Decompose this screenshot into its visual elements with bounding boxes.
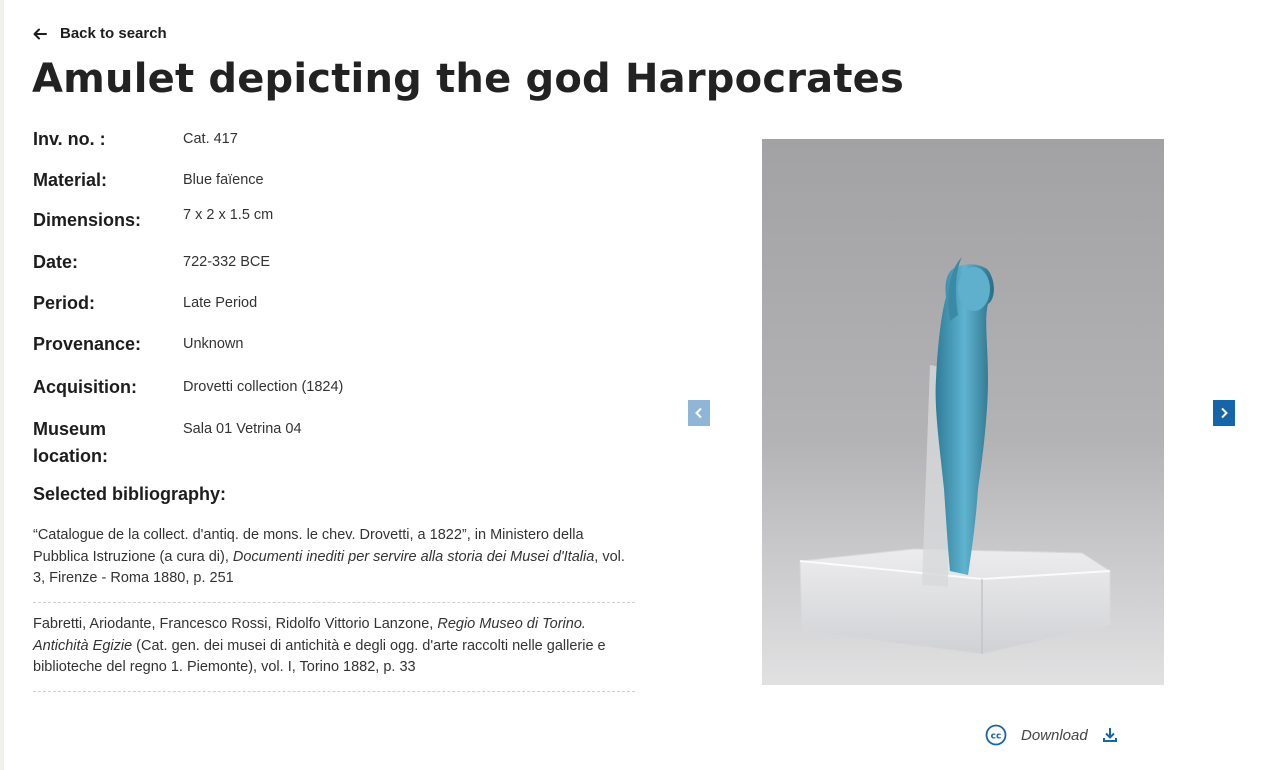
detail-value: Unknown	[183, 336, 244, 352]
detail-value: Blue faïence	[183, 172, 264, 188]
bibliography-title-italic: Regio Museo di Torino. Antichità Egizie	[33, 616, 586, 654]
left-edge-strip	[0, 0, 4, 770]
detail-key: Inv. no. :	[33, 129, 106, 149]
detail-key: Acquisition:	[33, 377, 137, 397]
download-row	[985, 724, 1118, 746]
detail-value: 722-332 BCE	[183, 254, 271, 270]
page-title: Amulet depicting the god Harpocrates	[32, 56, 905, 102]
detail-row-provenance	[33, 331, 643, 358]
detail-value: Sala 01 Vetrina 04	[183, 421, 302, 437]
bibliography-title-italic: Documenti inediti per servire alla storia dei Musei d'Italia	[232, 548, 595, 565]
detail-key: Museum location:	[33, 419, 108, 466]
detail-value: Cat. 417	[183, 131, 238, 147]
arrow-left-icon	[32, 26, 48, 42]
carousel-next-button[interactable]	[1213, 400, 1235, 426]
bibliography-item	[33, 614, 635, 692]
carousel-prev-button[interactable]	[688, 400, 710, 426]
detail-value: Late Period	[183, 295, 258, 311]
bibliography-text: “Catalogue de la collect. d'antiq. de mons. le chev. Drovetti, a 1822”, in Ministero della Pubblica Istruzione (a cura di),	[33, 527, 584, 565]
bibliography-text: (Cat. gen. dei musei di antichità e degli ogg. d'arte raccolti nelle gallerie e biblioteche del regno 1. Piemonte), vol. I, Torino 1882, p. 33	[33, 637, 606, 675]
svg-text:cc: cc	[990, 731, 1002, 742]
object-image	[762, 139, 1164, 685]
back-to-search-link[interactable]	[32, 25, 167, 42]
chevron-left-icon	[694, 407, 704, 419]
bibliography-text: , vol. 3, Firenze - Roma 1880, p. 251	[33, 548, 625, 586]
amulet-photo	[762, 139, 1164, 685]
detail-key: Period:	[33, 293, 96, 313]
detail-row-inventory	[33, 126, 643, 153]
chevron-right-icon	[1219, 407, 1229, 419]
detail-row-date	[33, 249, 643, 276]
back-to-search-label: Back to search	[60, 25, 167, 42]
detail-key: Date:	[33, 252, 79, 272]
bibliography-title: Selected bibliography:	[33, 484, 227, 504]
download-icon[interactable]	[1102, 727, 1118, 743]
detail-value: 7 x 2 x 1.5 cm	[183, 207, 274, 223]
detail-key: Provenance:	[33, 334, 142, 354]
bibliography-item	[33, 525, 635, 603]
detail-row-period	[33, 290, 643, 317]
bibliography-text: Fabretti, Ariodante, Francesco Rossi, Ridolfo Vittorio Lanzone,	[33, 616, 438, 632]
detail-row-acquisition	[33, 374, 643, 401]
creative-commons-icon[interactable]	[985, 724, 1007, 746]
detail-row-material	[33, 167, 643, 194]
download-link[interactable]: Download	[1021, 726, 1088, 744]
detail-row-dimensions	[33, 207, 643, 234]
detail-key: Material:	[33, 170, 108, 190]
detail-value: Drovetti collection (1824)	[183, 379, 344, 395]
detail-row-museum-location	[33, 416, 643, 470]
detail-key: Dimensions:	[33, 210, 142, 230]
